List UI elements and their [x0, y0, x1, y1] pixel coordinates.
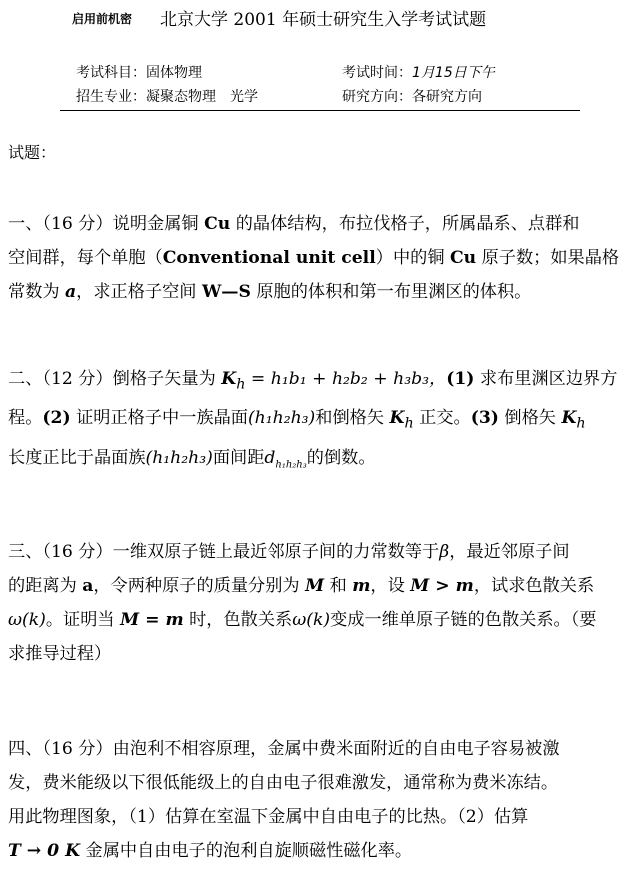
q1-line-3: 常数为 a，求正格子空间 W—S 原胞的体积和第一布里渊区的体积。: [8, 282, 532, 302]
subject-field: [76, 62, 202, 82]
subject-label: 考试科目：: [76, 65, 146, 81]
reciprocal-vector-equation: $K_h = h_1b_1 + h_2b_2 + h_3b_3$，: [221, 369, 447, 393]
time-field: [342, 62, 495, 82]
subject-value: 固体物理: [146, 65, 202, 81]
q4-line-3: 用此物理图象，（1）估算在室温下金属中自由电子的比热。（2）估算: [8, 807, 529, 827]
direction-field: [342, 86, 482, 106]
q2-line-3: 长度正比于晶面族(h₁h₂h₃)面间距$d_{h_1h_2h_3}$的倒数。: [8, 447, 376, 471]
q3-line-1: 三、（16 分）一维双原子链上最近邻原子间的力常数等于β，最近邻原子间: [8, 542, 570, 562]
q2-line-2: 程。(2) 证明正格子中一族晶面(h₁h₂h₃)和倒格矢 $K_h$ 正交。(3) 倒格矢 $K_h$: [8, 408, 586, 432]
major-value: 凝聚态物理 光学: [146, 89, 258, 105]
q4-line-4: T → 0 K 金属中自由电子的泡利自旋顺磁性磁化率。: [8, 841, 413, 861]
question-2: [8, 362, 628, 482]
question-1: [8, 207, 628, 309]
q2-line-1: 二、（12 分）倒格子矢量为 $K_h = h_1b_1 + h_2b_2 + h_3b_3$，(1) 求布里渊区边界方: [8, 369, 618, 393]
question-4: [8, 732, 628, 868]
q4-line-1: 四、（16 分）由泡利不相容原理，金属中费米面附近的自由电子容易被激: [8, 739, 560, 759]
confidential-label: 启用前机密: [72, 12, 133, 26]
q4-line-2: 发，费米能级以下很低能级上的自由电子很难激发，通常称为费米冻结。: [8, 773, 559, 793]
time-label: 考试时间：: [342, 65, 412, 81]
header-divider: [60, 110, 580, 111]
major-field: [76, 86, 258, 106]
q3-line-4: 求推导过程）: [8, 644, 112, 664]
q3-line-2: 的距离为 a，令两种原子的质量分别为 M 和 m，设 M > m，试求色散关系: [8, 576, 595, 596]
direction-label: 研究方向：: [342, 89, 412, 105]
q1-line-2: 空间群，每个单胞（Conventional unit cell）中的铜 Cu 原子数；如果晶格: [8, 248, 620, 268]
question-3: [8, 535, 628, 671]
q3-line-3: ω(k)。证明当 M = m 时，色散关系ω(k)变成一维单原子链的色散关系。（要: [8, 610, 597, 630]
q1-line-1: 一、（16 分）说明金属铜 Cu 的晶体结构，布拉伐格子，所属晶系、点群和: [8, 214, 580, 234]
section-label: 试题：: [8, 143, 57, 162]
major-label: 招生专业：: [76, 89, 146, 105]
time-value-handwritten: 1月15日下午: [412, 65, 495, 81]
exam-title: 北京大学 2001 年硕士研究生入学考试试题: [160, 10, 487, 30]
direction-value: 各研究方向: [412, 89, 482, 105]
